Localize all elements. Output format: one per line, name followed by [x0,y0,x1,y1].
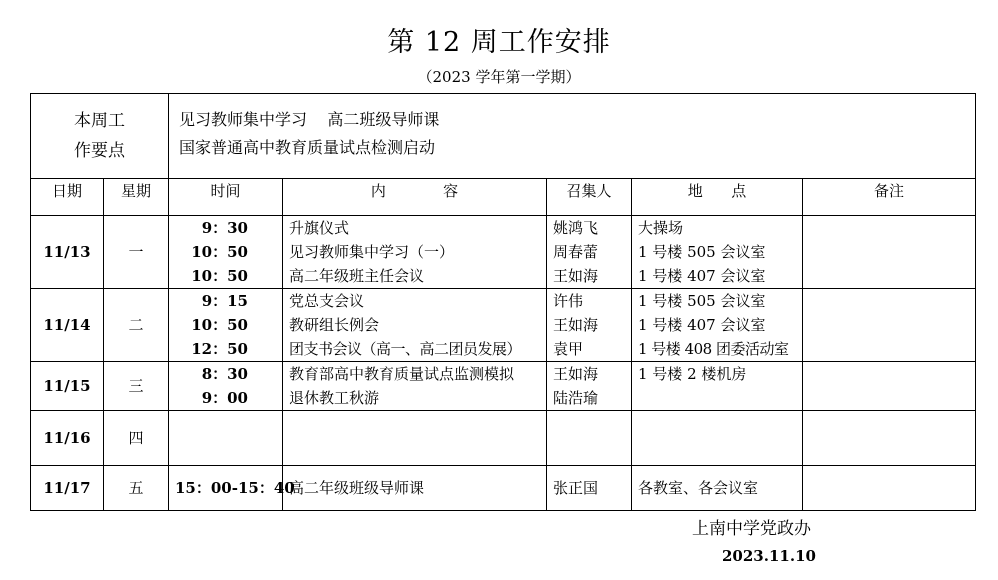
location-entry: 1 号楼 407 会议室 [638,316,766,334]
table-row [31,289,976,362]
content-entry: 高二年级班级导师课 [289,479,425,497]
time-entry: 10：50 [191,316,248,334]
location-entry: 1 号楼 505 会议室 [638,243,766,261]
row-day: 四 [104,411,169,466]
time-entry: 15：00-15：40 [175,479,295,497]
row-date: 11/16 [31,411,104,466]
summary-line2: 国家普通高中教育质量试点检测启动 [179,138,436,157]
row-contents [283,362,547,411]
row-locations [632,216,803,289]
header-date: 日期 [31,179,104,216]
location-entry: 1 号楼 505 会议室 [638,292,766,310]
location-entry: 各教室、各会议室 [638,479,759,497]
row-day: 二 [104,289,169,362]
convener-entry: 许伟 [553,292,584,310]
row-date: 11/15 [31,362,104,411]
row-date: 11/13 [31,216,104,289]
header-content: 内 容 [283,179,547,216]
convener-entry: 袁甲 [553,340,584,358]
row-times [169,466,295,511]
schedule-table [30,93,976,511]
header-notes: 备注 [803,179,976,216]
row-contents [283,216,547,289]
row-notes [803,362,976,411]
row-notes [803,216,976,289]
row-conveners [547,411,632,466]
row-contents [283,289,547,362]
table-row [31,216,976,289]
summary-line1: 见习教师集中学习 高二班级导师课 [179,110,440,129]
row-times [169,216,283,289]
summary-label [31,94,169,179]
header-location: 地 点 [632,179,803,216]
time-entry: 10：50 [191,243,248,261]
convener-entry: 王如海 [553,365,599,383]
row-locations [632,289,803,362]
content-entry: 教育部高中教育质量试点监测模拟 [289,365,515,383]
time-entry: 9：30 [201,219,248,237]
row-date: 11/17 [31,466,104,511]
convener-entry: 姚鸿飞 [553,219,599,237]
time-entry: 9：15 [201,292,248,310]
row-contents [283,466,547,511]
row-times [169,362,283,411]
row-date: 11/14 [31,289,104,362]
convener-entry: 王如海 [553,316,599,334]
row-conveners [547,466,632,511]
row-locations [632,411,803,466]
header-convener: 召集人 [547,179,632,216]
time-entry: 12：50 [191,340,248,358]
header-day: 星期 [104,179,169,216]
row-conveners [547,216,632,289]
summary-row [31,94,976,179]
issuing-office: 上南中学党政办 [692,519,811,539]
content-entry: 见习教师集中学习（一） [289,243,455,261]
row-conveners [547,289,632,362]
table-row [31,411,976,466]
row-times [169,289,283,362]
header-row [31,179,976,216]
row-times [169,411,283,466]
convener-entry: 张正国 [553,479,599,497]
location-entry: 1 号楼 2 楼机房 [638,365,747,383]
page-title: 第 12 周工作安排 [387,27,611,58]
content-entry: 教研组长例会 [289,316,380,334]
time-entry: 10：50 [191,267,248,285]
table-row [31,466,976,511]
row-day: 三 [104,362,169,411]
time-entry: 8：30 [201,365,248,383]
issue-date: 2023.11.10 [722,547,816,565]
row-notes [803,411,976,466]
row-day: 一 [104,216,169,289]
location-entry: 1 号楼 407 会议室 [638,267,766,285]
row-locations [632,466,803,511]
content-entry: 升旗仪式 [289,219,350,237]
content-entry: 团支书会议（高一、高二团员发展） [289,340,522,358]
table-row [31,362,976,411]
convener-entry: 陆浩瑜 [553,389,599,407]
summary-label-line2: 作要点 [74,141,125,161]
row-conveners [547,362,632,411]
header-time: 时间 [169,179,283,216]
page-subtitle: （2023 学年第一学期） [417,68,581,86]
location-entry: 大操场 [638,219,684,237]
row-notes [803,466,976,511]
time-entry: 9：00 [201,389,248,407]
row-contents [283,411,547,466]
content-entry: 党总支会议 [289,292,365,310]
summary-content [169,94,976,179]
convener-entry: 周春蕾 [553,243,599,261]
summary-label-line1: 本周工 [74,111,125,131]
location-entry: 1 号楼 408 团委活动室 [638,340,789,358]
content-entry: 退休教工秋游 [289,389,380,407]
convener-entry: 王如海 [553,267,599,285]
content-entry: 高二年级班主任会议 [289,267,425,285]
row-locations [632,362,803,411]
row-notes [803,289,976,362]
row-day: 五 [104,466,169,511]
